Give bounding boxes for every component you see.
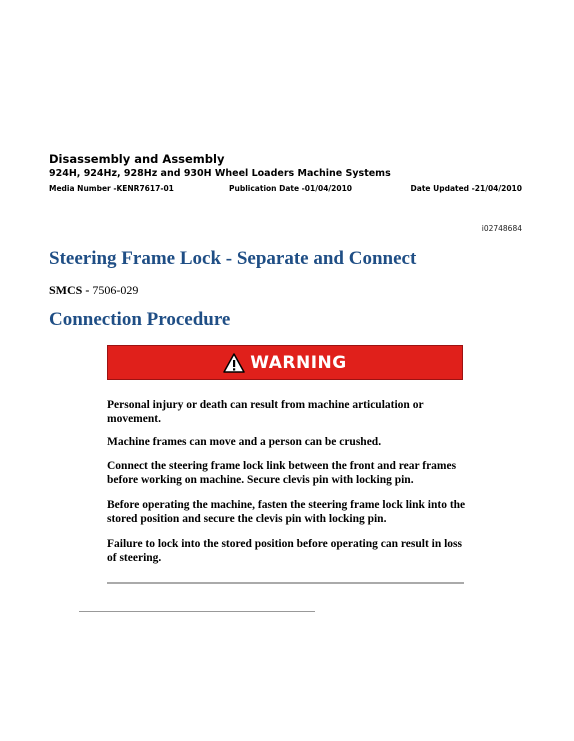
warning-triangle-icon [223, 353, 245, 373]
warning-text-5: Failure to lock into the stored position before operating can result in loss of steering. [107, 538, 463, 564]
publication-date: Publication Date -01/04/2010 [229, 184, 353, 193]
warning-text-4: Before operating the machine, fasten the steering frame lock link into the stored position and secure the clevis pin with locking pin. [107, 499, 466, 525]
section-title: Connection Procedure [49, 309, 231, 330]
warning-label: WARNING [250, 352, 347, 373]
page-title: Steering Frame Lock - Separate and Connect [49, 248, 417, 269]
smcs-value: 7506-029 [92, 283, 139, 297]
smcs-label: SMCS - [49, 283, 93, 297]
warning-text-2: Machine frames can move and a person can be crushed. [107, 436, 382, 448]
warning-text-1: Personal injury or death can result from machine articulation or movement. [107, 399, 424, 425]
page-end-divider [79, 611, 315, 612]
document-subtitle: 924H, 924Hz, 928Hz and 930H Wheel Loaders Machine Systems [49, 168, 391, 179]
document-id: i02748684 [481, 224, 522, 233]
warning-banner [107, 345, 463, 380]
date-updated: Date Updated -21/04/2010 [410, 184, 522, 193]
warning-banner-content [223, 353, 346, 373]
warning-text-3: Connect the steering frame lock link between the front and rear frames before working on machine. Secure clevis pin with locking pin. [107, 460, 457, 486]
media-number: Media Number -KENR7617-01 [49, 184, 174, 193]
smcs-code [49, 283, 138, 298]
warning-end-divider [107, 582, 464, 584]
document-title: Disassembly and Assembly [49, 152, 225, 166]
